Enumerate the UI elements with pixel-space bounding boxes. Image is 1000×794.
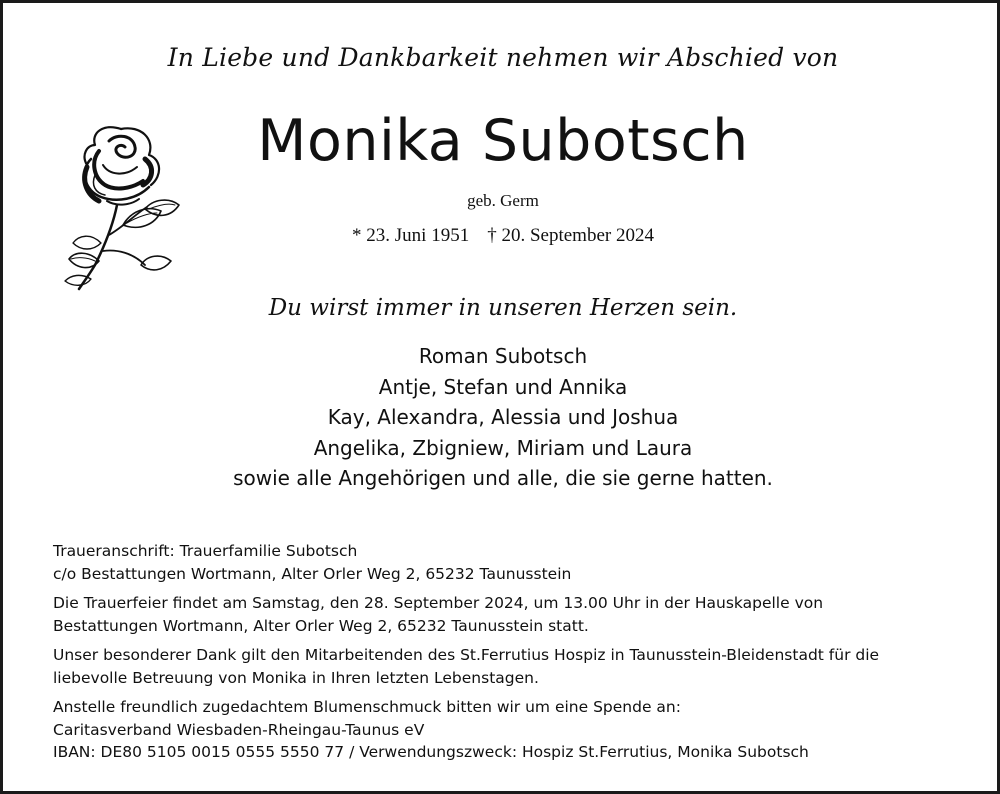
details-section	[53, 540, 968, 771]
address-line: Traueranschrift: Trauerfamilie Subotsch	[53, 542, 358, 560]
mourning-address	[53, 540, 968, 585]
address-line: c/o Bestattungen Wortmann, Alter Orler Weg 2, 65232 Taunusstein	[53, 564, 572, 583]
donation-line: Anstelle freundlich zugedachtem Blumenschmuck bitten wir um eine Spende an:	[53, 698, 681, 716]
ceremony-info	[53, 592, 968, 637]
mourner-line: Angelika, Zbigniew, Miriam und Laura	[313, 435, 693, 460]
maiden-name: geb. Germ	[467, 191, 539, 210]
birth-date: * 23. Juni 1951	[352, 225, 470, 246]
deceased-name: Monika Subotsch	[257, 108, 749, 174]
mourners-list	[3, 341, 1000, 494]
ceremony-line: Die Trauerfeier findet am Samstag, den 28. September 2024, um 13.00 Uhr in der Hauskapelle von	[53, 594, 824, 612]
life-dates	[3, 225, 1000, 247]
mourner-line: sowie alle Angehörigen und alle, die sie gerne hatten.	[233, 466, 773, 490]
ceremony-line: Bestattungen Wortmann, Alter Orler Weg 2, 65232 Taunusstein statt.	[53, 616, 589, 635]
thanks-line: Unser besonderer Dank gilt den Mitarbeitenden des St.Ferrutius Hospiz in Taunusstein-Bleidenstadt für die	[53, 646, 880, 664]
mourner-line: Roman Subotsch	[418, 344, 588, 368]
thanks-info	[53, 644, 968, 689]
intro-line: In Liebe und Dankbarkeit nehmen wir Abschied von	[167, 43, 839, 72]
memorial-quote: Du wirst immer in unseren Herzen sein.	[268, 295, 738, 321]
mourner-line: Kay, Alexandra, Alessia und Joshua	[327, 405, 679, 429]
thanks-line: liebevolle Betreuung von Monika in Ihren letzten Lebenstagen.	[53, 668, 539, 687]
donation-info	[53, 696, 968, 764]
donation-line: Caritasverband Wiesbaden-Rheingau-Taunus eV	[53, 720, 425, 739]
mourner-line: Antje, Stefan und Annika	[378, 374, 628, 399]
donation-iban: IBAN: DE80 5105 0015 0555 5550 77 / Verwendungszweck: Hospiz St.Ferrutius, Monika Subotsch	[53, 743, 809, 761]
death-date: † 20. September 2024	[487, 225, 654, 246]
